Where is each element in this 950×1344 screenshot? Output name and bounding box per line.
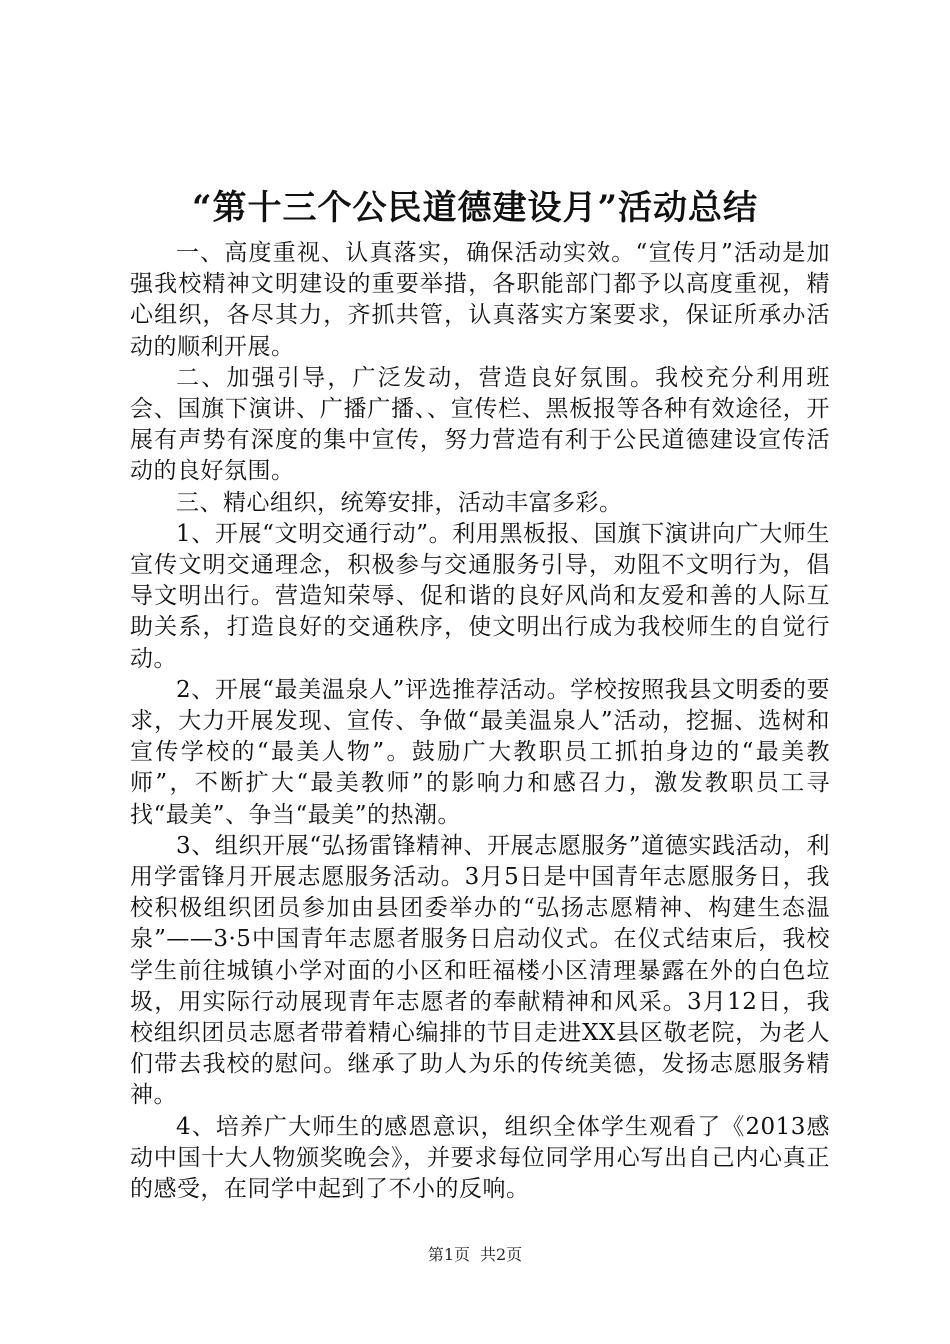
paragraph-2: 二、加强引导，广泛发动，营造良好氛围。我校充分利用班会、国旗下演讲、广播广播、、宣传栏、黑板报等各种有效途径，开展有声势有深度的集中宣传，努力营造有利于公民道德建设宣传活动的良好氛围。 [130, 364, 830, 485]
paragraph-5: 2、开展“最美温泉人”评选推荐活动。学校按照我县文明委的要求，大力开展发现、宣传、争做“最美温泉人”活动，挖掘、选树和宣传学校的“最美人物”。鼓励广大教职员工抓拍身边的“最美教师”，不断扩大“最美教师”的影响力和感召力，激发教职员工寻找“最美”、争当“最美”的热潮。 [130, 676, 830, 828]
paragraph-1: 一、高度重视、认真落实，确保活动实效。“宣传月”活动是加强我校精神文明建设的重要举措，各职能部门都予以高度重视，精心组织，各尽其力，齐抓共管，认真落实方案要求，保证所承办活动的顺利开展。 [130, 240, 830, 360]
page-footer [0, 1244, 950, 1266]
paragraph-6: 3、组织开展“弘扬雷锋精神、开展志愿服务”道德实践活动，利用学雷锋月开展志愿服务活动。3月5日是中国青年志愿服务日，我校积极组织团员参加由县团委举办的“弘扬志愿精神、构建生态温泉”——3·5中国青年志愿者服务日启动仪式。在仪式结束后，我校学生前往城镇小学对面的小区和旺福楼小区清理暴露在外的白色垃圾，用实际行动展现青年志愿者的奉献精神和风采。3月12日，我校组织团员志愿者带着精心编排的节目走进XX县区敬老院，为老人们带去我校的慰问。继承了助人为乐的传统美德，发扬志愿服务精神。 [130, 832, 830, 1109]
page-number-total: 共2页 [480, 1245, 523, 1264]
document-title: “第十三个公民道德建设月”活动总结 [191, 188, 759, 228]
paragraph-7: 4、培养广大师生的感恩意识，组织全体学生观看了《2013感动中国十大人物颁奖晚会》，并要求每位同学用心写出自己内心真正的感受，在同学中起到了不小的反响。 [130, 1113, 830, 1203]
document-body [130, 238, 830, 1205]
paragraph-3: 三、精心组织，统筹安排，活动丰富多彩。 [176, 489, 623, 516]
paragraph-4: 1、开展“文明交通行动”。利用黑板报、国旗下演讲向广大师生宣传文明交通理念，积极参与交通服务引导，劝阻不文明行为，倡导文明出行。营造知荣辱、促和谐的良好风尚和友爱和善的人际互助关系，打造良好的交通秩序，使文明出行成为我校师生的自觉行动。 [130, 520, 830, 672]
page-number-current: 第1页 [427, 1245, 470, 1264]
